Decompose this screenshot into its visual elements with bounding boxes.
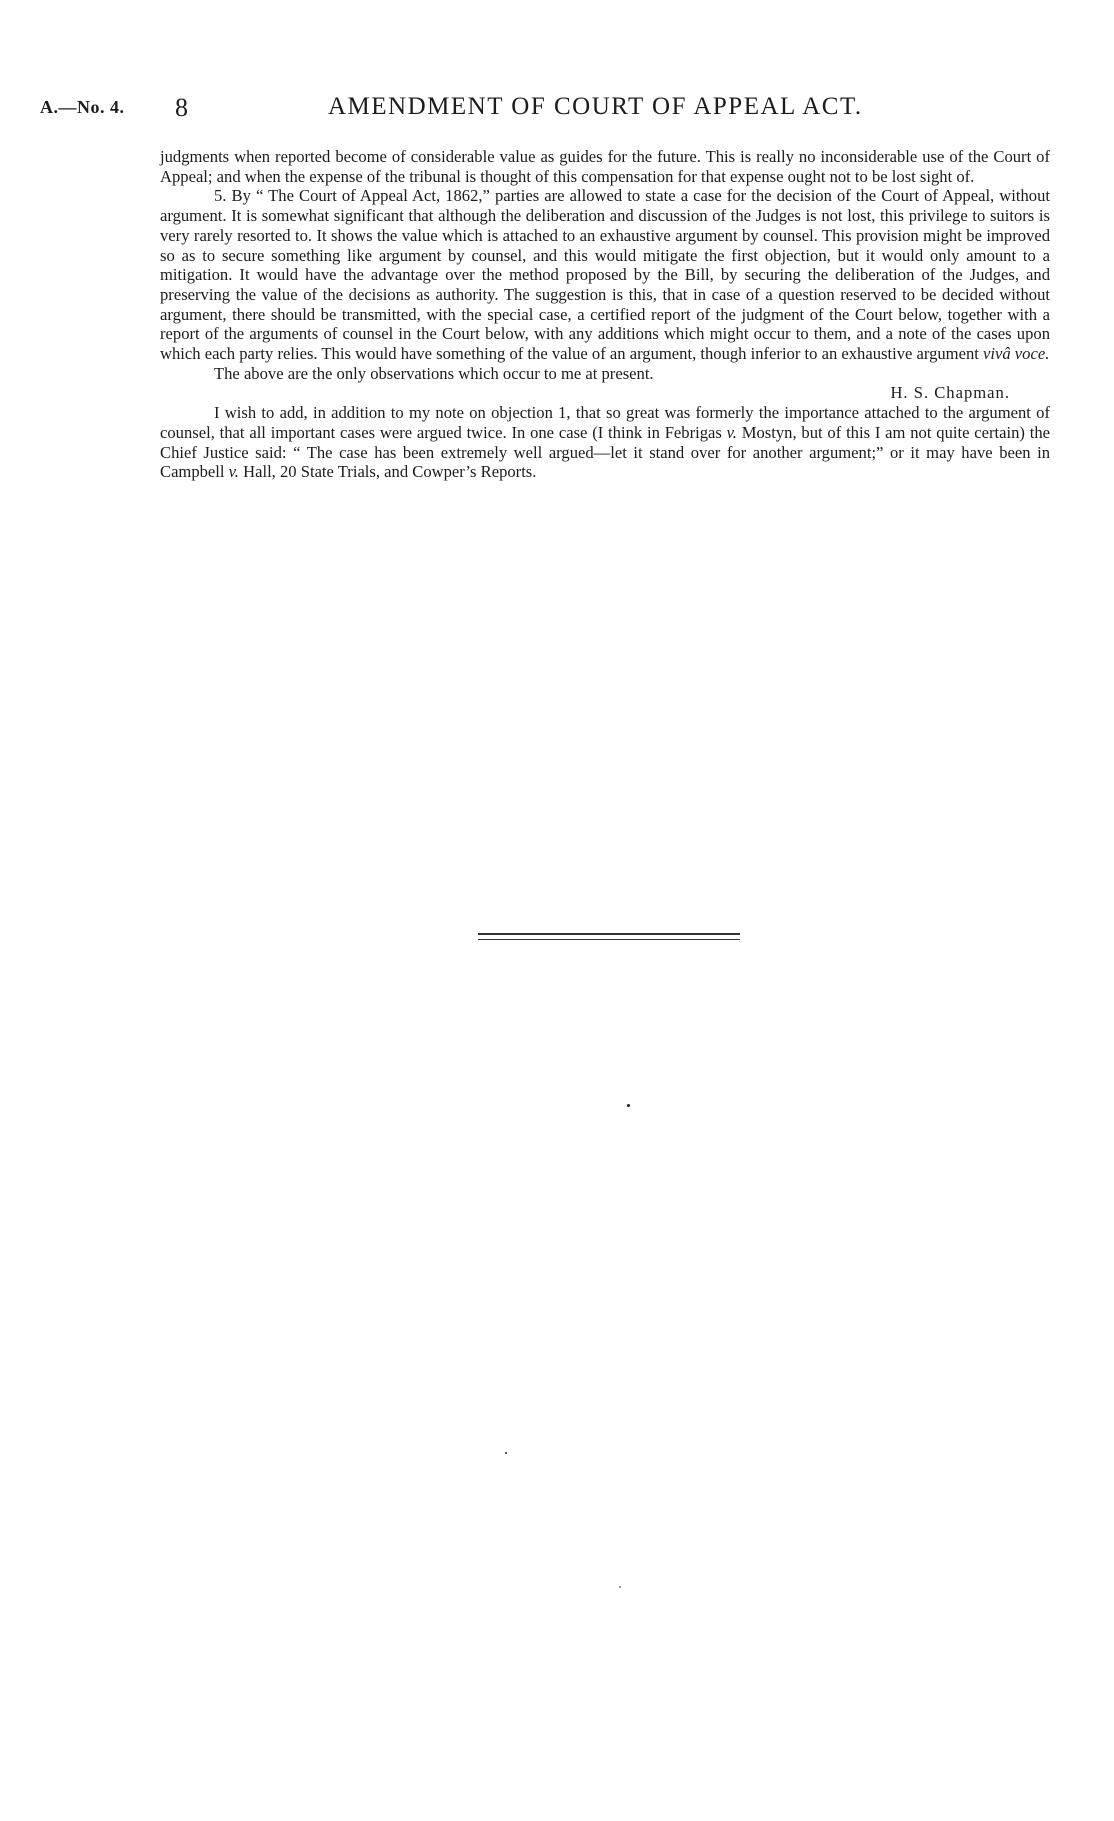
paragraph-postscript	[160, 403, 1050, 482]
end-rule-thick	[478, 933, 740, 935]
paragraph-closing-remark	[160, 364, 1050, 384]
print-speck	[627, 1104, 630, 1107]
italic-versus: v.	[726, 422, 737, 442]
paragraph-point-5	[160, 186, 1050, 363]
running-title: AMENDMENT OF COURT OF APPEAL ACT.	[328, 93, 863, 120]
paragraph-text: The above are the only observations which occur to me at present.	[214, 363, 654, 383]
paragraph-text: 5. By “ The Court of Appeal Act, 1862,” parties are allowed to state a case for the decision of the Court of Appeal, without argument. It is somewhat significant that although the deliberation and discussion of the Judges is not lost, this privilege to suitors is very rarely resorted to. It shows the value which is attached to an exhaustive argument by counsel. This provision might be improved so as to secure something like argument by counsel, and this would mitigate the first objection, but it would only amount to a mitigation. It would have the advantage over the method proposed by the Bill, by securing the deliberation of the Judges, and preserving the value of the decisions as authority. The suggestion is this, that in case of a question reserved to be decided without argument, there should be transmitted, with the special case, a certified report of the judgment of the Court below, together with a report of the arguments of counsel in the Court below, with any additions which might occur to them, and a note of the cases upon which each party relies. This would have something of the value of an argument, though inferior to an exhaustive argument	[160, 186, 1050, 364]
document-body	[160, 147, 1050, 482]
paragraph-text: Mostyn, but of this I am not quite certain) the Chief Justice said: “ The case has been extremely well argued—let it stand over for another argument;” or it may have been in Campbell	[160, 422, 1050, 482]
paragraph-continuation	[160, 147, 1050, 186]
page-header	[40, 93, 1040, 127]
paragraph-text: I wish to add, in addition to my note on objection 1, that so great was formerly the importance attached to the argument of counsel, that all important cases were argued twice. In one case (I think in Febrigas	[160, 403, 1050, 442]
paragraph-text: Hall, 20 State Trials, and Cowper’s Reports.	[238, 462, 537, 482]
italic-versus: v.	[228, 462, 239, 482]
paragraph-text: judgments when reported become of considerable value as guides for the future. This is really no inconsiderable use of the Court of Appeal; and when the expense of the tribunal is thought of this compensation for that expense ought not to be lost sight of.	[160, 147, 1050, 186]
page-number: 8	[175, 93, 188, 122]
end-rule-thin	[478, 939, 740, 940]
signature: H. S. Chapman.	[890, 383, 1010, 403]
document-reference: A.—No. 4.	[40, 97, 125, 117]
print-speck	[619, 1586, 621, 1588]
italic-phrase: vivâ voce.	[983, 344, 1050, 364]
print-speck	[505, 1452, 507, 1454]
